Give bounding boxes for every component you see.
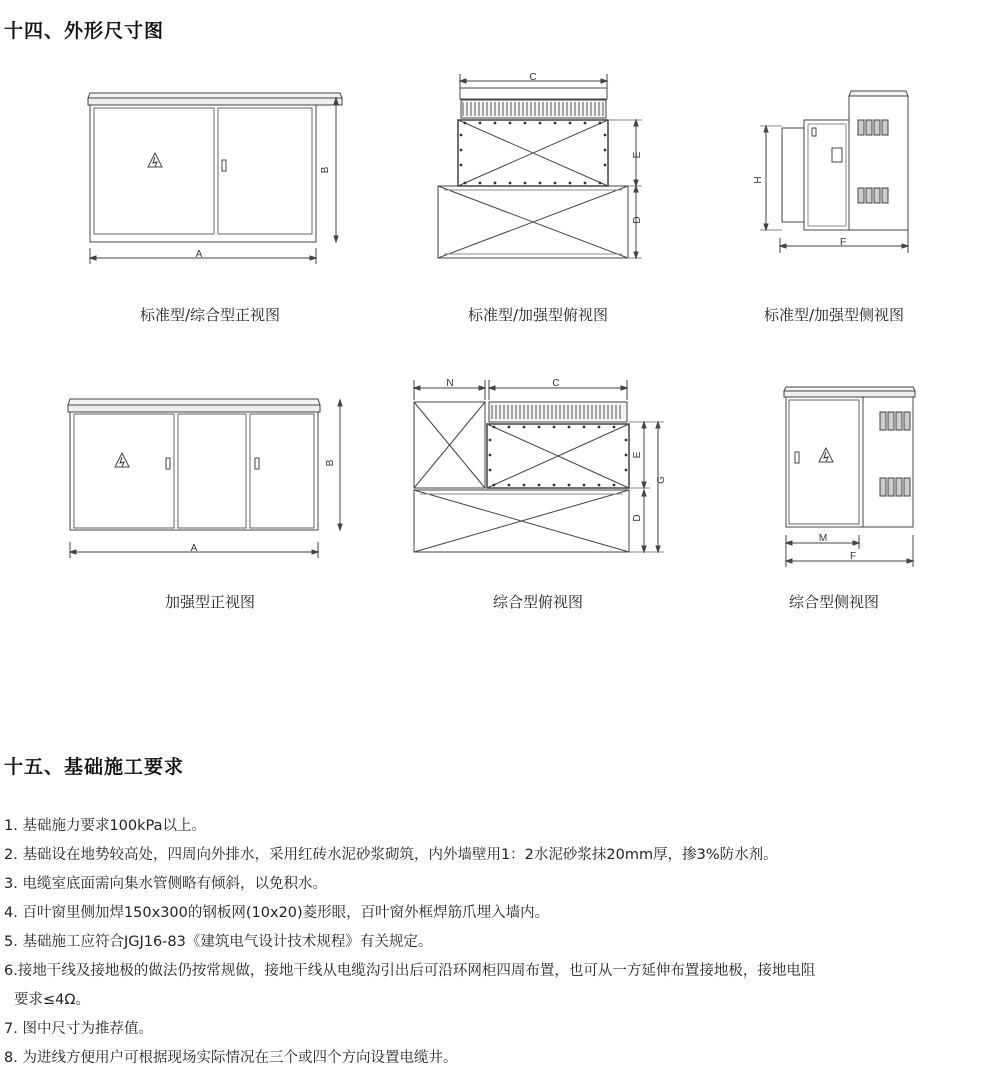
requirements-list [4,812,1004,1073]
warning-icon [819,448,833,462]
dim-label-f: F [849,551,857,562]
list-item: 3. 电缆室底面需向集水管侧略有倾斜，以免积水。 [4,876,327,892]
section-title-foundation: 十五、基础施工要求 [4,756,185,778]
dim-label-c: C [552,378,560,389]
standard-top-view [438,74,642,258]
list-item-continuation [4,986,1004,1015]
list-item: 1. 基础施力要求100kPa以上。 [4,818,206,834]
standard-front-view [88,93,342,264]
dim-label-d: D [632,514,643,522]
integrated-side-view [784,387,915,567]
dim-label-e: E [632,151,643,159]
view-caption: 综合型俯视图 [492,593,583,611]
view-caption: 标准型/综合型正视图 [139,306,281,324]
dim-label-d: D [632,216,643,224]
list-item: 7. 图中尺寸为推荐值。 [4,1021,153,1037]
dim-label-m: M [818,533,828,544]
dim-label-e: E [632,451,643,459]
list-item: 4. 百叶窗里侧加焊150x300的钢板网(10x20)菱形眼，百叶窗外框焊筋爪埋入墙内。 [4,905,550,921]
dim-label-c: C [529,72,537,83]
view-caption: 加强型正视图 [164,593,255,611]
dim-label-h: H [753,176,764,184]
door-handle-icon [222,160,226,171]
warning-icon [148,153,162,167]
dim-label-a: A [195,249,203,260]
dim-label-b: B [325,459,336,467]
warning-icon [115,453,129,467]
section-title-dimensions: 十四、外形尺寸图 [4,20,165,42]
dim-label-b: B [320,166,331,174]
list-item: 8. 为进线方便用户可根据现场实际情况在三个或四个方向设置电缆井。 [4,1050,458,1066]
standard-side-view [760,91,908,253]
dim-label-a: A [190,543,198,554]
integrated-top-view [414,380,664,552]
list-item: 2. 基础设在地势较高处，四周向外排水，采用红砖水泥砂浆砌筑，内外墙壁用1：2水泥砂浆抹20mm厚，掺3%防水剂。 [4,847,778,863]
list-item: 6.接地干线及接地极的做法仍按常规做，接地干线从电缆沟引出后可沿环网柜四周布置，也可从一方延伸布置接地极，接地电阻 [4,963,816,979]
reinforced-front-view [68,399,342,558]
view-caption: 标准型/加强型俯视图 [467,306,609,324]
continuation-text: 要求≤4Ω。 [14,992,90,1008]
dim-label-g: G [656,476,667,484]
view-caption: 标准型/加强型侧视图 [763,306,905,324]
list-item: 5. 基础施工应符合JGJ16-83《建筑电气设计技术规程》有关规定。 [4,934,433,950]
view-caption: 综合型侧视图 [788,593,879,611]
dim-label-n: N [446,378,454,389]
dim-label-f: F [839,237,847,248]
